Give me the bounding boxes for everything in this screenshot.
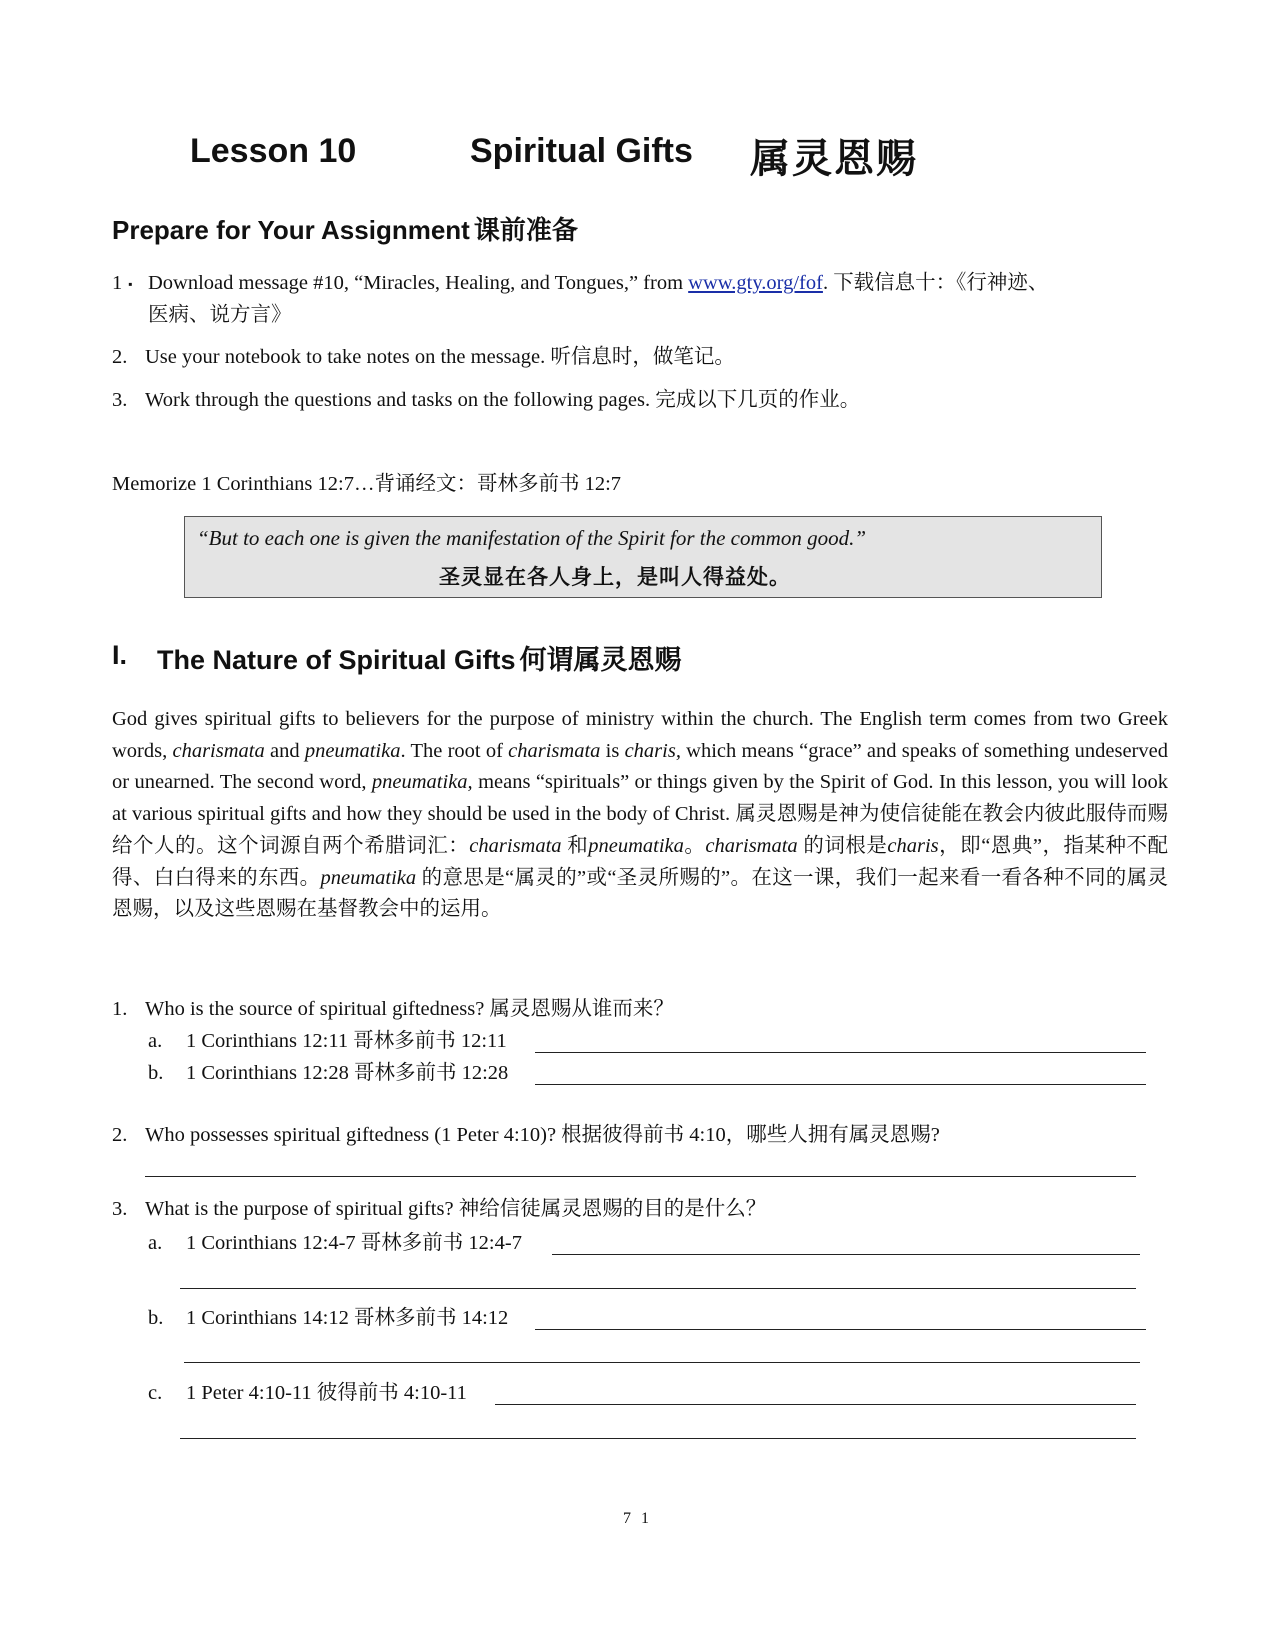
para-text: 的意思是“属灵的”或“圣灵所赐的”。在这一课，我们一起来看一看各种不同的属灵恩赐，以及这些恩赐在基督教会中的运用。 — [112, 866, 1169, 921]
answer-line[interactable] — [535, 1084, 1146, 1085]
prepare-item-2-number: 2. — [112, 346, 128, 368]
prepare-item-3: Work through the questions and tasks on the following pages. 完成以下几页的作业。 — [145, 389, 861, 411]
term-charismata: charismata — [508, 739, 601, 762]
para-text: 。 — [683, 834, 706, 857]
para-text: God gives spiritual gifts to believers for the purpose of ministry within the church. The English term comes from two Greek words, — [112, 708, 1168, 762]
question-3-number: 3. — [112, 1198, 128, 1220]
section-heading-cn: 何谓属灵恩赐 — [519, 645, 682, 676]
term-charismata: charismata — [469, 834, 562, 857]
para-text: ，即“恩典”，指某种不配得、白白得来的东西。 — [112, 834, 1169, 889]
term-charis: charis — [887, 834, 939, 857]
question-3: What is the purpose of spiritual gifts? 神给信徒属灵恩赐的目的是什么？ — [145, 1198, 767, 1220]
term-charismata: charismata — [172, 739, 265, 762]
prepare-item-1-text-cn: . 下载信息十：《行神迹、 — [822, 272, 1049, 294]
q1-sub-a-letter: a. — [148, 1030, 163, 1052]
prepare-item-1 — [148, 268, 1048, 299]
q1-sub-b-ref: 1 Corinthians 12:28 哥林多前书 12:28 — [186, 1062, 509, 1084]
answer-line[interactable] — [184, 1362, 1140, 1363]
q3-sub-a-letter: a. — [148, 1232, 163, 1254]
para-text: 和 — [561, 834, 589, 857]
q3-sub-b-letter: b. — [148, 1307, 164, 1329]
section-numeral: I. — [112, 640, 128, 670]
answer-line[interactable] — [535, 1052, 1146, 1053]
bullet-icon: ▪ — [128, 276, 133, 291]
para-text: is — [600, 739, 625, 762]
lesson-title-cn: 属灵恩赐 — [750, 135, 918, 182]
question-1-number: 1. — [112, 998, 128, 1020]
answer-line[interactable] — [535, 1329, 1146, 1330]
memory-verse-cn: 圣灵显在各人身上，是叫人得益处。 — [439, 564, 791, 589]
answer-line[interactable] — [180, 1288, 1136, 1289]
section-heading-en: The Nature of Spiritual Gifts — [157, 645, 516, 675]
q3-sub-c-ref: 1 Peter 4:10-11 彼得前书 4:10-11 — [186, 1382, 467, 1404]
question-1: Who is the source of spiritual giftedness? 属灵恩赐从谁而来？ — [145, 998, 674, 1020]
prepare-item-2: Use your notebook to take notes on the message. 听信息时，做笔记。 — [145, 346, 735, 368]
para-text: which means “grace” and speaks of something undeserved or unearned. The second word, — [112, 739, 1168, 794]
prepare-heading-en: Prepare for Your Assignment — [112, 215, 470, 245]
item-number: 1 — [112, 272, 123, 294]
lesson-title: Spiritual Gifts — [470, 132, 693, 170]
answer-line[interactable] — [495, 1404, 1136, 1405]
gty-link[interactable]: www.gty.org/fof — [688, 272, 823, 294]
term-pneumatika: pneumatika, — [371, 771, 473, 794]
prepare-item-1-text: Download message #10, “Miracles, Healing, and Tongues,” from — [148, 272, 684, 294]
term-charismata: charismata — [705, 834, 798, 857]
para-text: and — [264, 739, 305, 762]
question-2-number: 2. — [112, 1124, 128, 1146]
term-pneumatika: pneumatika — [588, 834, 684, 857]
term-pneumatika: pneumatika — [320, 866, 417, 889]
q3-sub-a-ref: 1 Corinthians 12:4-7 哥林多前书 12:4-7 — [186, 1232, 522, 1254]
intro-paragraph — [112, 704, 1168, 926]
para-text: means “spirituals” or things given by the Spirit of God. In this lesson, you will look at various spiritual gifts and how they should be used in the body of Christ. 属灵恩赐是神为使信徒能在教会内彼此服侍而赐给个人的。这个词源自两个希腊词汇： — [112, 771, 1168, 857]
para-text: 的词根是 — [797, 834, 888, 857]
prepare-heading — [112, 210, 578, 247]
memory-verse-en: “But to each one is given the manifestation of the Spirit for the common good.” — [197, 526, 867, 550]
memory-verse-box — [184, 516, 1102, 598]
prepare-item-3-number: 3. — [112, 389, 128, 411]
question-2: Who possesses spiritual giftedness (1 Peter 4:10)? 根据彼得前书 4:10，哪些人拥有属灵恩赐? — [145, 1124, 940, 1146]
prepare-heading-cn: 课前准备 — [473, 216, 578, 246]
answer-line[interactable] — [145, 1176, 1136, 1177]
para-text: . The root of — [400, 739, 509, 762]
answer-line[interactable] — [552, 1254, 1140, 1255]
prepare-item-1-line2: 医病、说方言》 — [148, 304, 292, 326]
answer-line[interactable] — [180, 1438, 1136, 1439]
lesson-number: Lesson 10 — [190, 132, 357, 170]
q1-sub-b-letter: b. — [148, 1062, 164, 1084]
q3-sub-c-letter: c. — [148, 1382, 163, 1404]
q3-sub-b-ref: 1 Corinthians 14:12 哥林多前书 14:12 — [186, 1307, 509, 1329]
q1-sub-a-ref: 1 Corinthians 12:11 哥林多前书 12:11 — [186, 1030, 507, 1052]
term-pneumatika: pneumatika — [304, 739, 401, 762]
page-number: 7 1 — [623, 1510, 652, 1527]
section-heading — [157, 638, 682, 677]
memorize-label: Memorize 1 Corinthians 12:7…背诵经文：哥林多前书 12:7 — [112, 473, 622, 495]
term-charis: charis, — [624, 739, 681, 762]
prepare-item-1-number — [112, 268, 133, 300]
